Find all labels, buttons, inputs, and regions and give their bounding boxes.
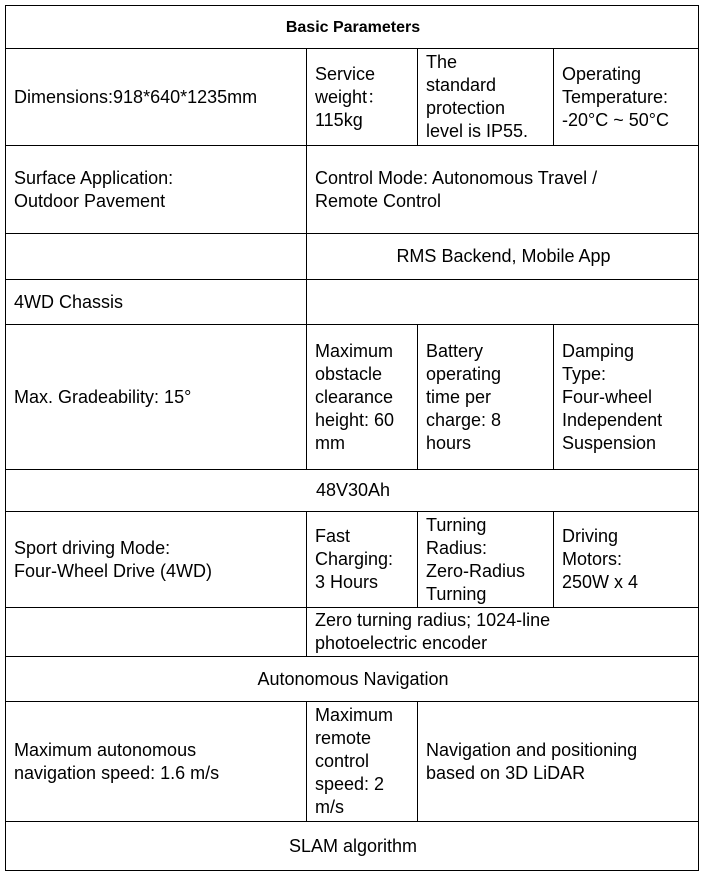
operating-temperature-cell: Operating Temperature: -20°C ~ 50°C [553, 48, 699, 146]
battery-time-cell: Battery operating time per charge: 8 hours [417, 324, 554, 470]
empty-cell [5, 233, 307, 280]
service-weight-cell: Service weight： 115kg [306, 48, 418, 146]
battery-spec-cell: 48V30Ah [5, 469, 699, 512]
driving-motors-cell: Driving Motors: 250W x 4 [553, 511, 699, 608]
table-title: Basic Parameters [5, 5, 699, 49]
slam-algorithm-cell: SLAM algorithm [5, 821, 699, 871]
obstacle-clearance-cell: Maximum obstacle clearance height: 60 mm [306, 324, 418, 470]
sport-mode-cell: Sport driving Mode: Four-Wheel Drive (4WD) [5, 511, 307, 608]
dimensions-cell: Dimensions:918*640*1235mm [5, 48, 307, 146]
lidar-cell: Navigation and positioning based on 3D LiDAR [417, 701, 699, 822]
control-mode-cell: Control Mode: Autonomous Travel / Remote Control [306, 145, 699, 234]
encoder-cell: Zero turning radius; 1024-line photoelectric encoder [306, 607, 699, 657]
navigation-speed-cell: Maximum autonomous navigation speed: 1.6 m/s [5, 701, 307, 822]
surface-application-cell: Surface Application: Outdoor Pavement [5, 145, 307, 234]
rms-backend-cell: RMS Backend, Mobile App [306, 233, 699, 280]
empty-cell [5, 607, 307, 657]
damping-type-cell: Damping Type: Four-wheel Independent Suspension [553, 324, 699, 470]
remote-speed-cell: Maximum remote control speed: 2 m/s [306, 701, 418, 822]
gradeability-cell: Max. Gradeability: 15° [5, 324, 307, 470]
fast-charging-cell: Fast Charging: 3 Hours [306, 511, 418, 608]
turning-radius-cell: Turning Radius: Zero-Radius Turning [417, 511, 554, 608]
chassis-cell: 4WD Chassis [5, 279, 307, 325]
empty-cell [306, 279, 699, 325]
autonomous-navigation-cell: Autonomous Navigation [5, 656, 699, 702]
protection-level-cell: The standard protection level is IP55. [417, 48, 554, 146]
